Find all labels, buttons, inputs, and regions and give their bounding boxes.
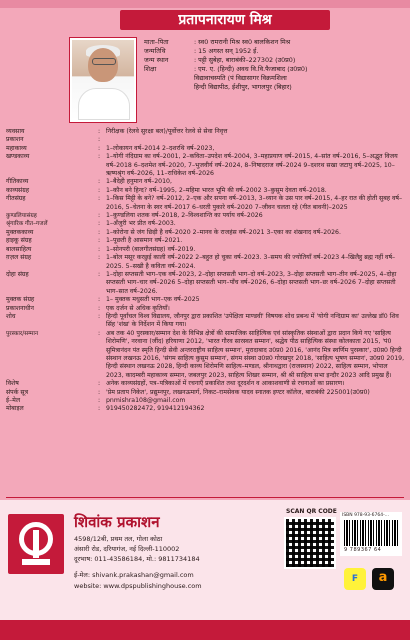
bio-key: महाकाव्य	[6, 144, 27, 152]
bio-row	[6, 397, 406, 405]
bio-row	[6, 128, 406, 136]
bio-value	[106, 136, 406, 144]
bio-value: निरीक्षक (रेलवे सुरक्षा बल)/पूर्वोत्तर रेलवे से सेवा निवृत्त	[106, 128, 228, 135]
author-photo	[70, 38, 136, 122]
info-key: शिक्षा	[144, 65, 157, 73]
bio-key: बालसाहित्य	[6, 245, 32, 253]
divider	[6, 497, 404, 498]
bio-key: प्रकाशन	[6, 136, 24, 144]
bio-row	[6, 229, 406, 237]
personal-info	[144, 38, 404, 92]
bio-colon: :	[98, 270, 101, 278]
bio-value: अनेक काव्यसंग्रहों, पत्र–पत्रिकाओं में रचनाएँ प्रकाशित तथा दूरदर्शन व आकाशवाणी से रचनाओं का प्रसारण।	[106, 380, 345, 388]
bio-key: पुरस्कार/सम्मान	[6, 330, 39, 337]
bio-row	[6, 246, 406, 254]
info-row	[144, 47, 404, 56]
bio-row	[6, 237, 406, 245]
bio-row	[6, 212, 406, 220]
bio-row	[6, 305, 406, 313]
bio-value: 1–कुण्डलिया शतक वर्ष–2018, 2–विश्वशान्ति का पर्याय वर्ष–2026	[106, 212, 263, 220]
bio-row	[6, 380, 406, 388]
info-key: माता–पिता	[144, 38, 169, 46]
info-row	[144, 83, 404, 92]
bio-colon: :	[98, 186, 101, 194]
bio-colon: :	[98, 304, 101, 312]
bio-row	[6, 313, 406, 330]
bio-colon: :	[98, 144, 101, 152]
publisher-phone: दूरभाष: 011-43586184, मो.: 9811734184	[74, 555, 200, 563]
bio-colon: :	[98, 237, 101, 245]
bio-row	[6, 178, 406, 186]
bio-colon: :	[98, 405, 101, 413]
info-value: हिन्दी विद्यापीठ, ईशीपुर, भागलपुर (बिहार)	[194, 83, 292, 91]
bio-value: 1–दोहा सप्तसती भाग–एक वर्ष–2023, 2–दोहा सप्तसती भाग–दो वर्ष–2023, 3–दोहा सप्तसती भाग–तीन वर्ष–2025, 4–दोहा सप्तसती भाग–चार वर्ष–2026 5–दोहा सप्तसती भाग–पाँच वर्ष–2026, 6–दोहा सप्तसती भाग–छः वर्ष–2026 7–दोहा सप्तसती भाग–सात वर्ष–2026.	[106, 270, 397, 295]
info-key: जन्म स्थान	[144, 56, 169, 64]
isbn-barcode	[340, 512, 402, 556]
bio-value: 1–कोरोना से जंग छिड़ी है वर्ष–2020 2–मानव के राजहंस वर्ष–2021 3–एका का शंखनाद वर्ष–2026.	[106, 228, 341, 236]
author-name-title: प्रतापनारायण मिश्र	[120, 10, 330, 30]
bio-colon: :	[98, 245, 101, 253]
info-value: : पट्टी सुबेहा, बाराबंकी–227302 (उ0प्र0)	[194, 56, 296, 64]
bio-value: 919450282472, 919412194362	[106, 405, 205, 413]
bio-colon: :	[98, 136, 101, 144]
bio-row	[6, 195, 406, 212]
bio-row	[6, 220, 406, 228]
bio-key: ई–मेल	[6, 397, 21, 404]
bio-colon: :	[98, 195, 101, 203]
bio-value: 1–अँजुरी भर प्रीत वर्ष–2003.	[106, 220, 176, 228]
bio-colon: :	[98, 153, 101, 161]
bio-colon: :	[98, 296, 101, 304]
qr-label: SCAN QR CODE	[286, 508, 337, 515]
bio-key: काव्यसंग्रह	[6, 186, 30, 194]
bio-value: 1–पूछती है आसमान वर्ष–2021.	[106, 237, 183, 245]
isbn-number: 9 789367 64	[344, 547, 382, 553]
photo-glasses	[92, 58, 116, 65]
bio-colon: :	[98, 128, 101, 135]
bio-value: pnmishra108@gmail.com	[106, 397, 186, 404]
bottom-strip	[0, 620, 410, 640]
info-row	[144, 56, 404, 65]
bio-value: 1–योगी नंदिग्राम का वर्ष–2001, 2–कविता–उपदेश वर्ष–2004, 3–महाप्रयाण वर्ष–2015, 4–सांत वर्ष–2016, 5–अद्भुत विजय वर्ष–2018 6–दशमेश वर्ष–2020, 7–भुजवीर्य वर्ष–2024, 8–निषादराज वर्ष–2024 9–दशरथ सखा जटायु वर्ष–2025, 10–ऋष्यश्रृंग वर्ष–2026, 11–राधिकेश वर्ष–2026	[106, 153, 398, 178]
photo-shirt	[78, 88, 130, 120]
bio-key: दोहा संग्रह	[6, 270, 29, 278]
publisher-email: ई-मेल: shivank.prakashan@gmail.com	[74, 571, 194, 579]
info-key	[144, 74, 194, 83]
bio-row	[6, 187, 406, 195]
bio-value: 1–कौन बने हिन्द? वर्ष–1995, 2–महिमा भारत भूमि की वर्ष–2002 3–कुसुम देवता वर्ष–2018.	[106, 186, 327, 194]
bio-key: संपर्क सूत्र	[6, 388, 29, 396]
bio-row	[6, 254, 406, 271]
bio-key: विशेष	[6, 380, 19, 388]
bio-row	[6, 389, 406, 397]
publisher-address-2: अंसारी रोड, दरियागंज, नई दिल्ली-110002	[74, 545, 180, 553]
bio-colon: :	[98, 212, 101, 220]
bio-colon: :	[98, 312, 101, 320]
bio-colon: :	[98, 380, 101, 388]
bio-value: 1–बैदेही हनुमान वर्ष–2010,	[106, 178, 172, 186]
amazon-icon[interactable]: a	[372, 568, 394, 590]
bio-value: अब तक 40 पुरस्कार/सम्मान देश के विभिन्न क्षेत्रों की सामाजिक साहित्यिक एवं सांस्कृतिक संस्थाओं द्वारा प्रदान किये गए 'साहित्य शिरोमणि', नरवाना (जींद) हरियाणा 2012, 'भारत गौरव सारस्वत सम्मान', श्रद्धेय पीठ साहित्यिक संस्था कोलकाता 2015, 'पं0 सुमित्रानंदन पंत स्मृति हिन्दी सेवी अन्तरराष्ट्रीय साहित्य सम्मान', मुरादाबाद उ0प्र0 2016, 'आनंद मित्र स्वर्णिम पुरस्कार', उ0प्र0 हिन्दी संस्थान लखनऊ 2016, 'संगम साहित्य कुसुम सम्मान', संगम संस्था उ0प्र0 गोरखपुर 2018, 'साहित्य भूषण सम्मान', उ0प्र0 2019, हिन्दी संस्थान लखनऊ 2028, हिन्दी काव्य शिरोमणि साहित्य–मण्डल, श्रीनाथद्वारा (राजस्थान) 2022, साहित्य सम्मान, भोपाल 2023, कादम्बरी महाकाव्य सम्मान, जबलपुर 2023, साहित्य शिखर सम्मान, श्री श्री साहित्य सभा इन्दौर 2023 आदि प्रमुख हैं।	[106, 329, 405, 379]
bio-key: श्रृंगारिक गीत–गजलें	[6, 221, 48, 228]
bio-key: गीतसंग्रह	[6, 195, 26, 203]
publisher-website: website: www.dpspublishinghouse.com	[74, 582, 202, 590]
logo-stem	[33, 530, 39, 558]
bio-value: हिन्दी पूर्वांचल विश्व विद्यालय, जौनपुर द्वारा प्रकाशित 'उपेक्षिता माण्डवी' विषयक शोध प्रबन्ध में 'योगी नन्दिग्राम का' उल्लेख डॉ0 शिव सिंह 'शंख' के निर्देशन में किया गया।	[106, 312, 399, 329]
bio-row	[6, 153, 406, 178]
flipkart-icon[interactable]: F	[344, 568, 366, 590]
bio-colon: :	[98, 388, 101, 396]
bio-colon: :	[98, 228, 101, 236]
bio-value: एक दर्जन से अधिक कृतियाँ।	[106, 304, 170, 312]
bio-colon: :	[98, 329, 101, 337]
isbn-text: ISBN 978-93-6764-...	[342, 513, 389, 518]
logo-base	[22, 559, 50, 565]
info-value: विद्यावाचस्पति (पं विद्यासागर विक्रमशिला	[194, 74, 287, 82]
bio-key: शोध	[6, 312, 16, 320]
bio-key: मुक्तककाव्य	[6, 228, 34, 236]
publisher-logo	[8, 514, 64, 574]
bio-row	[6, 145, 406, 153]
bio-row	[6, 330, 406, 380]
bio-colon: :	[98, 220, 101, 228]
photo-face	[88, 48, 118, 82]
biography-list	[6, 128, 406, 414]
info-value: : एम. ए. (हिन्दी) अवध वि.वि.फैजाबाद (उ0प्र0)	[194, 65, 308, 73]
top-band	[0, 0, 410, 8]
info-row	[144, 65, 404, 74]
info-value: : 15 अगस्त सन् 1952 ई.	[194, 47, 259, 55]
bio-key: ग़ज़ल संग्रह	[6, 254, 32, 262]
bio-row	[6, 405, 406, 413]
bio-row	[6, 271, 406, 296]
bio-key: गीतिकाव्य	[6, 178, 29, 186]
info-key: जन्मतिथि	[144, 47, 166, 55]
info-value: : स्व0 रामरानी मिश्र स्व0 बालकिशन मिश्र	[194, 38, 291, 46]
bio-row	[6, 136, 406, 144]
publisher-name: शिवांक प्रकाशन	[74, 513, 160, 531]
bio-colon: :	[98, 178, 101, 186]
bio-value: 1–किस मिट्टी के बने? वर्ष–2012, 2–एक और सपना वर्ष–2013, 3–ध्यान के उस पार वर्ष–2015, 4–हर रात की होती सुबह वर्ष–2016, 5–चेतना के स्वर वर्ष–2017 6–धरती पुकारे वर्ष–2020 7–जीवन चलता रहे (गीत बावनी)–2025	[106, 195, 403, 211]
bio-key: हाइकू संग्रह	[6, 237, 32, 245]
info-row	[144, 74, 404, 83]
bio-value: 1–सोनपरी (बालगीतसंग्रह) वर्ष–2019.	[106, 245, 196, 253]
publisher-address-1: 4598/12बी, प्रथम तल, गोला कोठा	[74, 535, 163, 543]
bio-value: 1– मुक्तक मधुसती भाग–एक वर्ष–2025	[106, 296, 200, 304]
bio-key: कुण्डलियासंग्रह	[6, 213, 37, 220]
bio-key: खण्डकाव्य	[6, 153, 30, 161]
bio-key: मोबाइल	[6, 405, 24, 413]
bio-key: व्यवसाय	[6, 128, 25, 135]
bio-colon: :	[98, 254, 101, 262]
barcode-bars	[344, 520, 398, 546]
bio-row	[6, 296, 406, 304]
bio-colon: :	[98, 397, 101, 404]
bio-value: 1–बोल मसूर करछुई काली वर्ष–2022 2–बहुत हो चुका वर्ष–2023. 3–समय की ज्योतियाँ वर्ष–2023 4–खिलैहु ब्रह्म नहीं वर्ष–2025. 5–सखी है कविता वर्ष–2024.	[106, 254, 396, 270]
bio-key: प्रकाशनाधीन	[6, 304, 34, 312]
info-row	[144, 38, 404, 47]
info-key	[144, 83, 194, 92]
qr-code[interactable]	[284, 517, 336, 569]
bio-value: 'प्रेम प्रताप निकेत', प्रद्युम्नपुर, लखनऊमार्ग, निकट–रामसेवक यादव स्नातक इण्टर कॉलेज, बाराबंकी 225001(उ0प्र0)	[106, 388, 370, 396]
bio-value: 1–लोकायन वर्ष–2014 2–दशरथि वर्ष–2023,	[106, 144, 215, 152]
bio-key: मुक्तक संग्रह	[6, 296, 35, 304]
